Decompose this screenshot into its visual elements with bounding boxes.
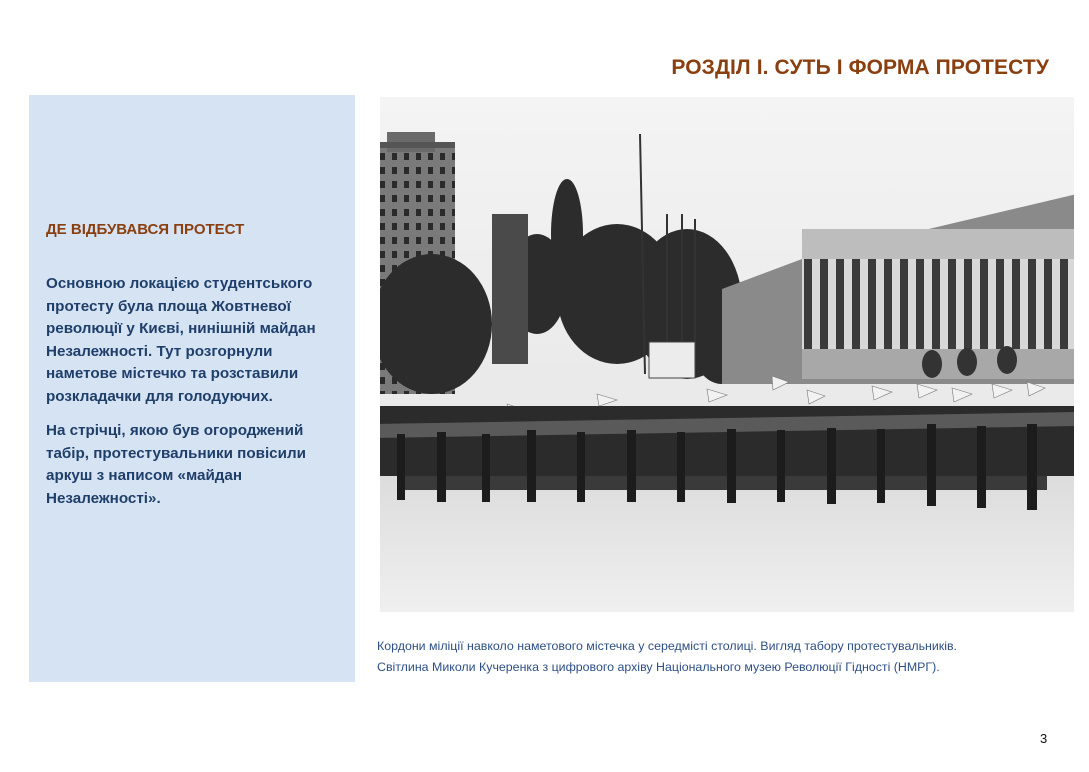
sidebar-info-panel [29,95,355,682]
sidebar-paragraph-banner: На стрічці, якою був огороджений табір, протестувальники повісили аркуш з написом «майдан Незалежності». [46,422,306,507]
page-number: 3 [1040,731,1048,746]
sidebar-heading: ДЕ ВІДБУВАВСЯ ПРОТЕСТ [46,221,245,238]
protest-banner [649,342,695,378]
photo-caption [377,636,1077,678]
monument [492,214,528,364]
protest-photo [377,94,1077,615]
caption-line-2: Світлина Миколи Кучеренка з цифрового архіву Національного музею Революції Гідності (НМРГ). [377,660,940,674]
section-title: РОЗДІЛ І. СУТЬ І ФОРМА ПРОТЕСТУ [671,56,1049,79]
sidebar-paragraph-location: Основною локацією студентського протесту була площа Жовтневої революції у Києві, нинішній майдан Незалежності. Тут розгорнули наметове містечко та розставили розкладачки для голодуючих. [46,275,316,405]
caption-line-1: Кордони міліції навколо наметового містечка у середмісті столиці. Вигляд табору протестувальників. [377,639,957,653]
